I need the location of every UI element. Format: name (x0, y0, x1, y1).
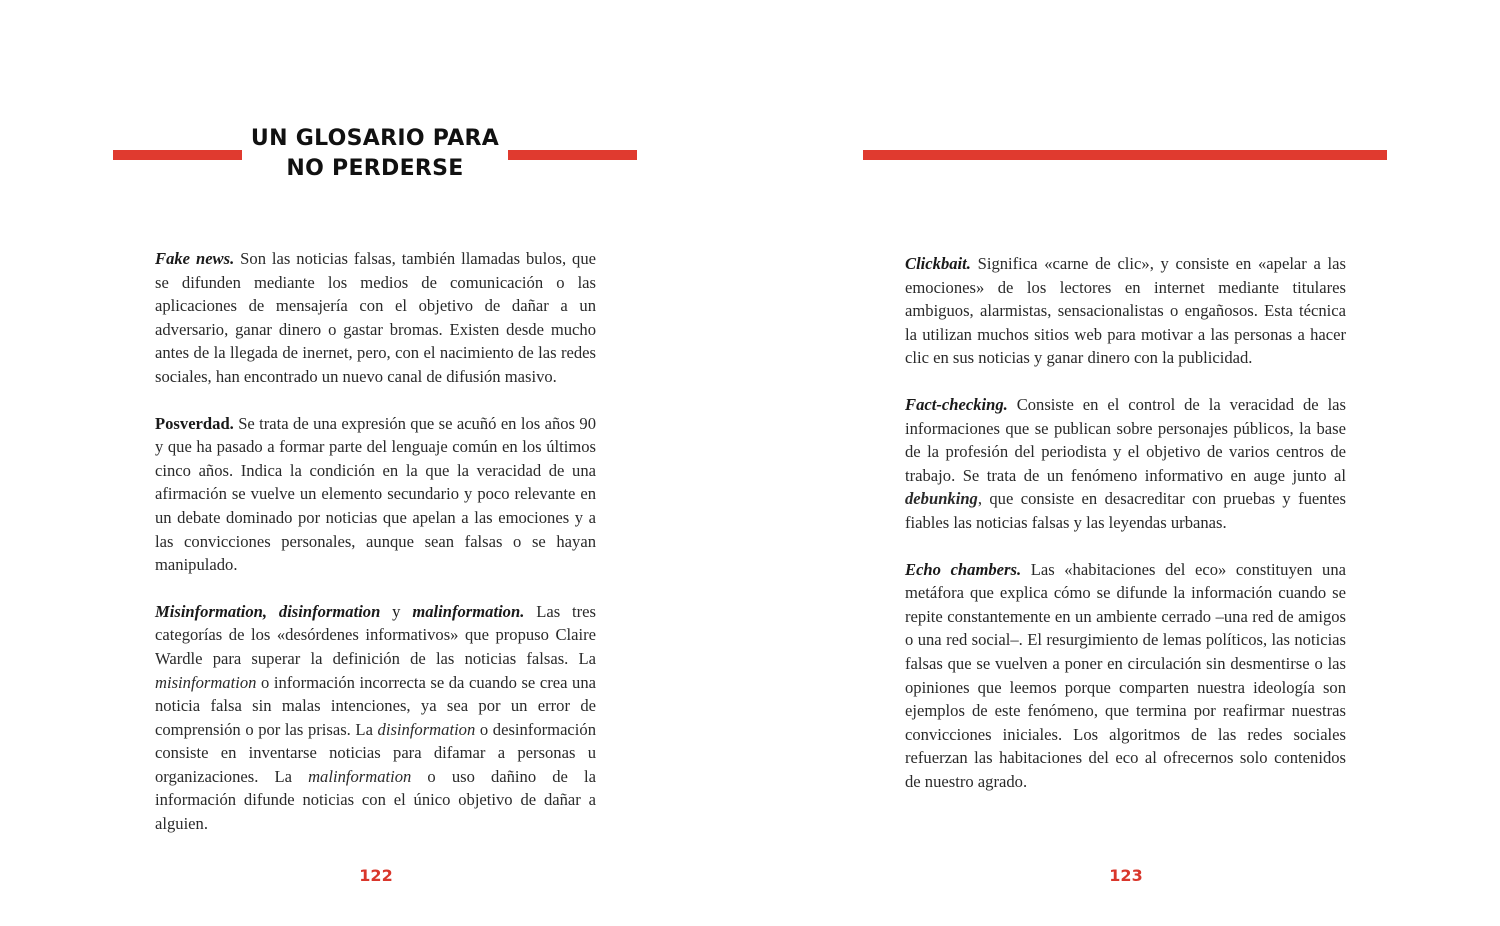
page-number-right: 123 (1109, 866, 1143, 885)
header-rule-right (508, 150, 637, 160)
glossary-definition: o uso dañino de la información difunde noticias con el único objetivo de dañar a alguien. (155, 766, 596, 834)
italic-term: disinformation (377, 719, 476, 739)
chapter-title-line-2: NO PERDERSE (286, 156, 464, 181)
glossary-term: Fact-checking. (905, 394, 1008, 414)
glossary-definition: , que consiste en desacreditar con pruebas y fuentes fiables las noticias falsas y las leyendas urbanas. (905, 489, 1346, 532)
glossary-definition: o información incorrecta se da cuando se crea una noticia falsa sin malas intenciones, ya sea por un error de comprensión o por las prisas. La (155, 672, 596, 739)
glossary-definition: Se trata de una expresión que se acuñó en los años 90 y que ha pasado a formar parte del lenguaje común en los últimos cinco años. Indica la condición en la que la veracidad de una afirmación se vuelve un elemento secundario y poco relevante en un debate dominado por noticias que apelan a las emociones y a las convicciones personales, aunque sean falsas o se hayan manipulado. (155, 413, 596, 575)
bold-italic-term: debunking (905, 489, 978, 509)
glossary-definition: Las tres categorías de los «desórdenes informativos» que propuso Claire Wardle para superar la definición de las noticias falsas. La (155, 601, 596, 668)
glossary-definition: Son las noticias falsas, también llamadas bulos, que se difunden mediante los medios de comunicación o las aplicaciones de mensajería con el objetivo de dañar a un adversario, ganar dinero o gastar bromas. Existen desde mucho antes de la llegada de inernet, pero, con el nacimiento de las redes sociales, han encontrado un nuevo canal de difusión masivo. (155, 249, 596, 386)
page-number-left: 122 (359, 866, 393, 885)
italic-term: malinformation (308, 766, 412, 786)
left-page-body (155, 247, 596, 859)
italic-term: misinformation (155, 672, 257, 692)
glossary-term: Misinformation, disinformation (155, 601, 381, 621)
glossary-term: Clickbait. (905, 254, 971, 273)
chapter-title (242, 124, 508, 184)
glossary-entry-posverdad (155, 412, 596, 577)
glossary-term: Fake news. (155, 249, 235, 268)
glossary-term: Posverdad. (155, 413, 234, 433)
right-page-body (905, 252, 1346, 816)
header-rule-right-page (863, 150, 1387, 160)
glossary-definition: o desinformación consiste en inventarse noticias para difamar a personas u organizaciones. La (155, 719, 596, 786)
header-rule-left (113, 150, 242, 160)
glossary-term-connector: y (380, 601, 413, 621)
glossary-entry-fake-news (155, 247, 596, 389)
glossary-term: Echo chambers. (905, 559, 1022, 579)
glossary-entry-echo-chambers (905, 558, 1346, 794)
chapter-title-line-1: UN GLOSARIO PARA (250, 126, 500, 151)
glossary-entry-fact-checking (905, 393, 1346, 535)
glossary-entry-clickbait (905, 252, 1346, 370)
glossary-entry-misinformation (155, 600, 596, 836)
glossary-definition: Consiste en el control de la veracidad de las informaciones que se publican sobre personajes públicos, la base de la profesión del periodista y el objetivo de varios centros de trabajo. Se trata de un fenómeno informativo en auge junto al (905, 394, 1346, 485)
glossary-definition: Significa «carne de clic», y consiste en «apelar a las emociones» de los lectores en internet mediante titulares ambiguos, alarmistas, sensacionalistas o engañosos. Esta técnica la utilizan muchos sitios web para motivar a las personas a hacer clic en sus noticias y ganar dinero con la publicidad. (905, 254, 1346, 368)
glossary-definition: Las «habitaciones del eco» constituyen una metáfora que explica cómo se difunde la información cuando se repite constantemente en un ambiente cerrado –una red de amigos o una red social–. El resurgimiento de lemas políticos, las noticias falsas que se vuelven a poner en circulación sin desmentirse o las opiniones que leemos porque comparten nuestra ideología son ejemplos de este fenómeno, que termina por reafirmar nuestras convicciones iniciales. Los algoritmos de las redes sociales refuerzan las habitaciones del eco al ofrecernos solo contenidos de nuestro agrado. (905, 559, 1346, 791)
glossary-term: malinformation. (412, 601, 525, 621)
